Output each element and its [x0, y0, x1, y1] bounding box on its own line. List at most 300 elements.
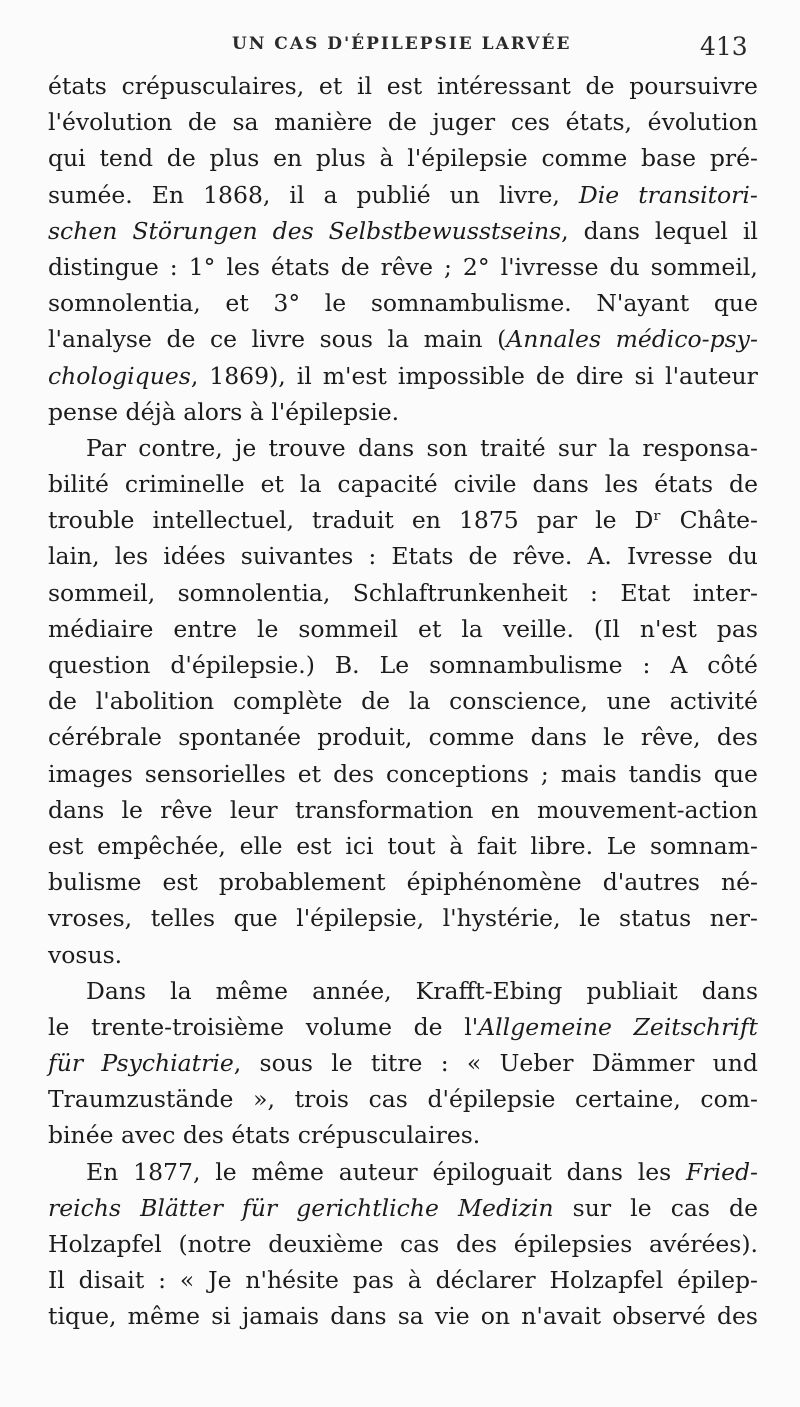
text-line	[48, 502, 758, 538]
word: à	[449, 831, 464, 860]
word: observé	[612, 1302, 706, 1331]
word: l'abolition	[95, 687, 215, 716]
word: de	[166, 325, 196, 354]
word: activité	[669, 687, 758, 716]
word: plus	[209, 144, 260, 173]
word: 1875	[458, 506, 519, 535]
word: un	[449, 180, 480, 209]
word: sous	[319, 325, 373, 354]
word: le	[630, 1193, 652, 1222]
text-line	[48, 394, 758, 430]
word: épilep-	[677, 1266, 758, 1295]
word: Ueber	[499, 1049, 574, 1078]
word: à	[407, 1266, 422, 1295]
word: l'hystérie,	[442, 904, 561, 933]
word: des	[456, 1230, 498, 1258]
word: intellectuel,	[152, 506, 295, 535]
word: main	[423, 325, 483, 354]
word: conscience,	[449, 687, 588, 716]
word: de	[468, 542, 498, 571]
word: sous	[259, 1049, 313, 1078]
word: il	[357, 72, 373, 100]
word: même	[127, 1302, 201, 1331]
word: l'analyse	[48, 325, 152, 354]
word: certaine,	[575, 1085, 681, 1114]
word: «	[179, 1266, 195, 1295]
running-title: UN CAS D'ÉPILEPSIE LARVÉE	[232, 34, 572, 54]
word: somnambulisme.	[370, 289, 572, 318]
word: est	[296, 831, 332, 860]
word: livre,	[498, 180, 560, 209]
word: base	[641, 144, 697, 173]
word: pense	[48, 397, 119, 426]
word: En	[151, 180, 185, 209]
text-line	[48, 575, 758, 611]
word: trouble	[48, 506, 135, 535]
word: l'ivresse	[500, 252, 599, 281]
word: a	[323, 180, 338, 209]
word: états	[270, 252, 330, 281]
word: n'est	[639, 614, 697, 643]
word: somnam-	[650, 831, 758, 860]
word: évolution	[647, 108, 758, 137]
word: plus	[315, 144, 366, 173]
word: binée	[48, 1121, 114, 1150]
word: lequel	[654, 216, 728, 245]
word: ner-	[709, 904, 758, 933]
word: 3°	[273, 289, 301, 318]
word: que	[233, 904, 278, 933]
word: de	[413, 1012, 443, 1041]
word: trouve	[268, 433, 346, 462]
word: est	[386, 72, 423, 100]
word: trois	[294, 1085, 349, 1114]
word: Dämmer	[591, 1049, 695, 1078]
word: la	[608, 433, 631, 462]
word: la	[408, 687, 431, 716]
text-line	[48, 1009, 758, 1045]
word: Dʳ	[634, 506, 662, 535]
word: sa	[232, 108, 259, 137]
word: ;	[540, 759, 549, 788]
word: 1°	[188, 252, 216, 281]
word: qui	[48, 144, 86, 173]
word: Störungen	[132, 216, 258, 245]
word: (Il	[593, 614, 620, 643]
word: le	[331, 1049, 353, 1078]
word: épiloguait	[432, 1157, 552, 1186]
word: tend	[99, 144, 154, 173]
word: manière	[274, 108, 373, 137]
word: Schlaftrunkenheit	[352, 578, 568, 607]
word: distingue	[48, 252, 159, 281]
word: vosus.	[48, 940, 123, 969]
word: empêchée,	[97, 831, 226, 860]
word: Châte-	[679, 506, 758, 535]
word: idées	[163, 542, 226, 571]
word: lain,	[48, 542, 100, 571]
word: probablement	[218, 868, 386, 897]
word: la	[299, 470, 322, 499]
text-line	[48, 1190, 758, 1226]
word: conceptions	[386, 759, 529, 788]
word: de	[361, 687, 391, 716]
word: contre,	[138, 433, 223, 462]
text-line	[48, 756, 758, 792]
word: reichs	[48, 1193, 122, 1222]
text-line	[48, 213, 758, 249]
word: sur	[557, 433, 597, 462]
word: :	[368, 542, 377, 571]
word: sur	[572, 1193, 612, 1222]
word: que	[713, 289, 758, 318]
word: je	[235, 433, 257, 462]
word: si	[634, 361, 655, 390]
word: déclarer	[435, 1266, 536, 1295]
word: N'ayant	[596, 289, 690, 318]
word: Il	[48, 1266, 65, 1295]
word: rêve	[380, 252, 433, 281]
text-line	[48, 285, 758, 321]
word: l'épilepsie.	[271, 397, 400, 426]
word: d'autres	[602, 868, 700, 897]
word: il	[289, 180, 305, 209]
word: déjà	[125, 397, 176, 426]
word: les	[114, 542, 149, 571]
word: pas	[716, 614, 758, 643]
word: le	[595, 506, 617, 535]
text-line	[48, 68, 758, 104]
word: capacité	[337, 470, 438, 499]
word: veille.	[502, 614, 574, 643]
word: des	[716, 1302, 758, 1331]
word: comme	[428, 723, 515, 752]
word: Fried-	[686, 1157, 758, 1186]
word: de	[535, 361, 565, 390]
word: gerichtliche	[296, 1193, 439, 1222]
text-line	[48, 177, 758, 213]
text-line	[48, 1226, 758, 1262]
word: Blätter	[140, 1193, 223, 1222]
word: sumée.	[48, 180, 133, 209]
word: dans	[530, 723, 587, 752]
word: fait	[476, 831, 517, 860]
word: les	[637, 1157, 672, 1186]
text-line	[48, 611, 758, 647]
word: traité	[480, 433, 546, 462]
word: la	[461, 614, 483, 643]
word: chologiques,	[48, 361, 199, 390]
word: «	[466, 1049, 482, 1078]
word: les	[604, 470, 639, 499]
word: auteur	[338, 1157, 418, 1186]
word: transitori-	[638, 180, 758, 209]
word: mais	[560, 759, 617, 788]
word: états	[654, 470, 714, 499]
word: rêve,	[640, 723, 701, 752]
word: rêve	[160, 795, 213, 824]
word: du	[609, 252, 640, 281]
word: par	[536, 506, 578, 535]
word: l'évolution	[48, 108, 173, 137]
word: ces	[510, 108, 550, 137]
word: et	[418, 614, 442, 643]
word: médiaire	[48, 614, 154, 643]
word: de	[340, 252, 370, 281]
word: Selbstbewusstseins,	[328, 216, 569, 245]
text-line	[48, 792, 758, 828]
word: :	[440, 1049, 449, 1078]
text-line	[48, 358, 758, 394]
text-line	[48, 719, 758, 755]
word: dans	[701, 976, 758, 1005]
word: les	[226, 252, 260, 281]
word: il	[296, 361, 312, 390]
word: d'épilepsie	[427, 1085, 556, 1114]
text-line	[48, 430, 758, 466]
word: (Annales	[497, 325, 602, 354]
word: la	[387, 325, 410, 354]
word: à	[249, 397, 264, 426]
text-line	[48, 1262, 758, 1298]
word: für	[48, 1049, 84, 1078]
word: crépusculaires.	[297, 1121, 481, 1150]
word: images	[48, 759, 133, 788]
word: du	[727, 542, 758, 571]
word: inter-	[692, 578, 758, 607]
text-line	[48, 249, 758, 285]
word: états	[48, 72, 107, 100]
word: A	[670, 651, 688, 679]
word: avec	[121, 1121, 176, 1150]
word: civile	[453, 470, 517, 499]
word: titre	[370, 1049, 423, 1078]
word: livre	[251, 325, 306, 354]
word: tout	[387, 831, 436, 860]
word: intéressant	[436, 72, 571, 100]
word: Par	[86, 433, 127, 462]
word: Die	[578, 180, 620, 209]
word: dans	[330, 1302, 387, 1331]
word: le	[324, 289, 347, 318]
word: dans	[532, 470, 589, 499]
word: est	[48, 831, 84, 860]
word: disait	[78, 1266, 145, 1295]
word: d'épilepsie.)	[170, 651, 315, 679]
word: 1869),	[209, 361, 286, 390]
text-line	[48, 864, 758, 900]
word: médico-psy-	[615, 325, 758, 354]
word: somnolentia,	[48, 289, 201, 318]
word: bilité	[48, 470, 109, 499]
word: en	[490, 795, 520, 824]
text-line	[48, 1154, 758, 1190]
word: pas	[352, 1266, 394, 1295]
word: sa	[397, 1302, 424, 1331]
word: Le	[606, 831, 637, 860]
text-line	[48, 104, 758, 140]
word: dire	[575, 361, 624, 390]
word: publié	[356, 180, 431, 209]
word: en	[273, 144, 303, 173]
word: für	[242, 1193, 278, 1222]
word: même	[251, 1157, 324, 1186]
word: question	[48, 651, 151, 679]
word: Etats	[391, 542, 454, 571]
text-line	[48, 1081, 758, 1117]
text-line	[48, 973, 758, 1009]
word: complète	[232, 687, 343, 716]
word: même	[215, 976, 289, 1005]
word: pré-	[709, 144, 758, 173]
text-line	[48, 683, 758, 719]
word: sommeil,	[48, 578, 156, 607]
word: des	[716, 723, 758, 752]
word: impossible	[397, 361, 525, 390]
word: 2°	[462, 252, 490, 281]
word: alors	[183, 397, 243, 426]
text-line	[48, 321, 758, 357]
word: Dans	[86, 976, 147, 1005]
word: et	[225, 289, 249, 318]
word: et	[318, 72, 343, 100]
word: des	[182, 1121, 224, 1150]
word: telles	[150, 904, 216, 933]
word: l'épilepsie,	[296, 904, 425, 933]
word: 1868,	[203, 180, 271, 209]
word: une	[606, 687, 651, 716]
word: cas	[670, 1193, 710, 1222]
word: :	[158, 1266, 167, 1295]
word: le	[256, 614, 279, 643]
word: le	[48, 1012, 70, 1041]
word: cas	[368, 1085, 408, 1114]
word: Holzapfel	[549, 1266, 664, 1295]
word: :	[590, 578, 598, 607]
word: ;	[443, 252, 452, 281]
word: produit,	[317, 723, 413, 752]
word: n'avait	[521, 1302, 602, 1331]
word: dans	[48, 795, 105, 824]
word: entre	[173, 614, 238, 643]
word: :	[169, 252, 178, 281]
word: rêve.	[512, 542, 573, 571]
word: il	[742, 216, 758, 245]
word: vroses,	[48, 904, 133, 933]
word: ici	[345, 831, 374, 860]
body-text	[48, 68, 758, 1335]
word: que	[713, 759, 758, 788]
word: com-	[700, 1085, 758, 1114]
word: libre.	[530, 831, 594, 860]
word: :	[642, 651, 651, 679]
word: l'Allgemeine	[464, 1012, 612, 1041]
word: l'auteur	[665, 361, 758, 390]
word: dans	[583, 216, 640, 245]
word: le	[579, 904, 601, 933]
word: et	[260, 470, 284, 499]
word: Zeitschrift	[633, 1012, 758, 1041]
word: à	[379, 144, 394, 173]
word: cérébrale	[48, 723, 162, 752]
word: jamais	[241, 1302, 320, 1331]
word: ce	[209, 325, 238, 354]
word: de	[48, 687, 77, 716]
word: l'épilepsie	[407, 144, 528, 173]
text-line	[48, 647, 758, 683]
word: sensorielles	[144, 759, 286, 788]
word: on	[480, 1302, 511, 1331]
word: crépusculaires,	[121, 72, 305, 100]
word: et	[297, 759, 322, 788]
word: Psychiatrie,	[101, 1049, 242, 1078]
word: des	[333, 759, 375, 788]
text-line	[48, 900, 758, 936]
text-line	[48, 937, 758, 973]
text-line	[48, 1298, 758, 1334]
word: né-	[720, 868, 758, 897]
word: Je	[208, 1266, 232, 1295]
word: status	[619, 904, 692, 933]
word: tandis	[628, 759, 702, 788]
text-line	[48, 828, 758, 864]
text-line	[48, 1045, 758, 1081]
word: le	[121, 795, 143, 824]
word: vie	[434, 1302, 470, 1331]
word: comme	[541, 144, 628, 173]
word: année,	[312, 976, 392, 1005]
word: de	[166, 144, 196, 173]
word: (notre	[178, 1230, 252, 1258]
word: trente-troisième	[91, 1012, 285, 1041]
word: juger	[432, 108, 496, 137]
word: Ivresse	[626, 542, 713, 571]
word: En	[86, 1157, 119, 1186]
word: »,	[253, 1085, 275, 1114]
word: B.	[334, 651, 360, 679]
word: 1877,	[133, 1157, 201, 1186]
word: le	[215, 1157, 237, 1186]
word: est	[162, 868, 198, 897]
word: de	[729, 470, 758, 499]
text-line	[48, 140, 758, 176]
word: A.	[587, 542, 612, 571]
word: poursuivre	[629, 72, 758, 100]
word: transformation	[294, 795, 474, 824]
text-line	[48, 466, 758, 502]
word: son	[426, 433, 468, 462]
word: somnambulisme	[429, 651, 623, 679]
word: états,	[565, 108, 632, 137]
page-number: 413	[700, 32, 748, 61]
text-line	[48, 1117, 758, 1153]
word: spontanée	[178, 723, 301, 752]
word: criminelle	[124, 470, 245, 499]
word: responsa-	[642, 433, 758, 462]
word: traduit	[312, 506, 394, 535]
word: Holzapfel	[48, 1230, 162, 1258]
word: dans	[566, 1157, 623, 1186]
word: épilepsies	[513, 1230, 633, 1258]
word: und	[712, 1049, 758, 1078]
word: si	[211, 1302, 231, 1331]
word: tique,	[48, 1302, 117, 1331]
text-line	[48, 538, 758, 574]
word: leur	[229, 795, 278, 824]
word: Krafft-Ebing	[415, 976, 563, 1005]
word: bulisme	[48, 868, 142, 897]
word: publiait	[586, 976, 678, 1005]
